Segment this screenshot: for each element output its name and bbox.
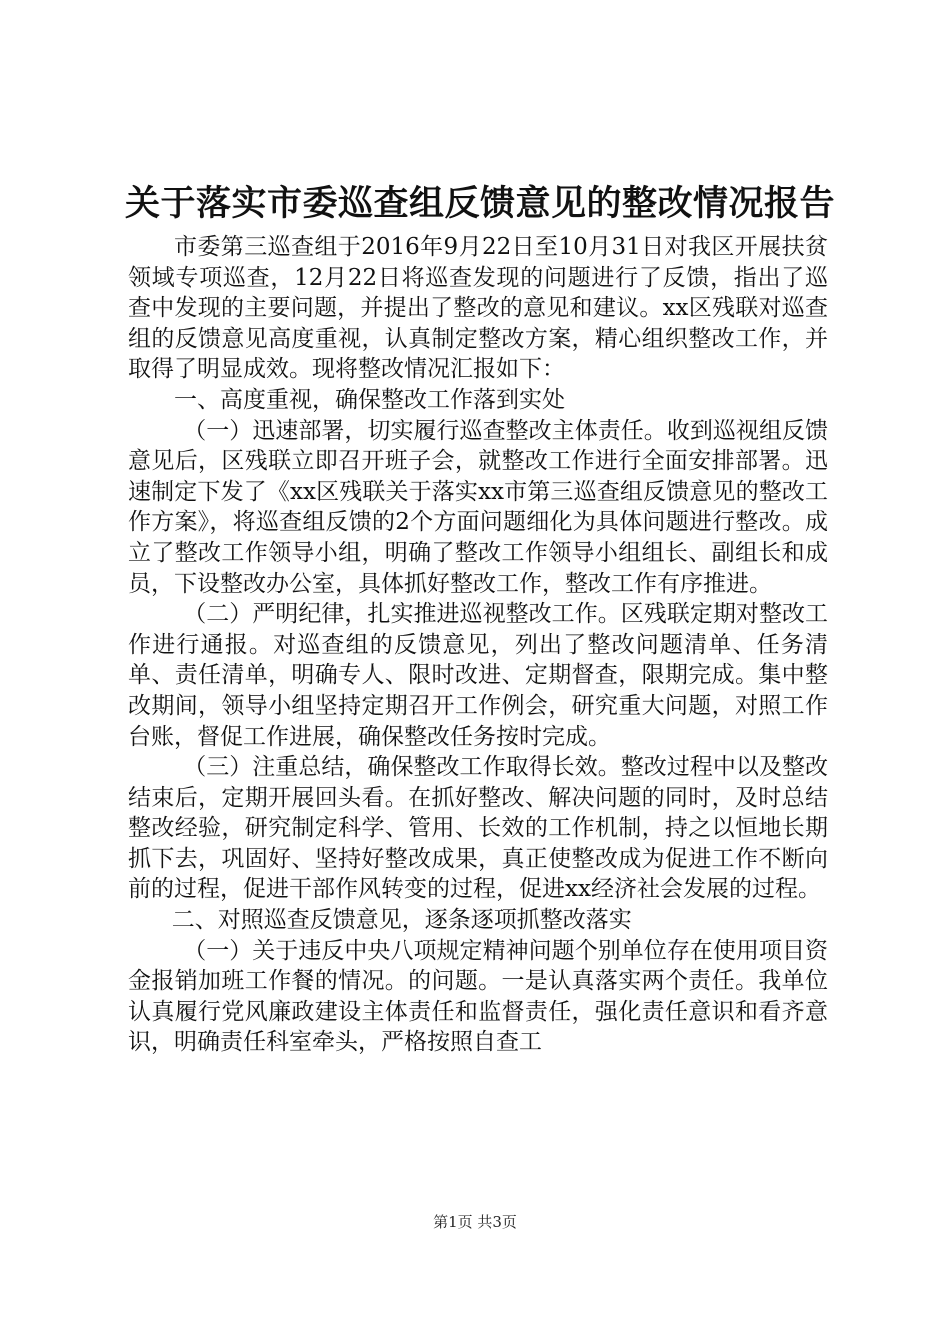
section-heading-1: 一、高度重视，确保整改工作落到实处 — [174, 386, 565, 413]
subsection-paragraph-1-2: （二）严明纪律，扎实推进巡视整改工作。区残联定期对整改工作进行通报。对巡查组的反馈意见，列出了整改问题清单、任务清单、责任清单，明确专人、限时改进、定期督查，限期完成。集中整改期间，领导小组坚持定期召开工作例会，研究重大问题，对照工作台账，督促工作进展，确保整改任务按时完成。 — [128, 601, 828, 750]
subsection-paragraph-1-1: （一）迅速部署，切实履行巡查整改主体责任。收到巡视组反馈意见后，区残联立即召开班子会，就整改工作进行全面安排部署。迅速制定下发了《xx区残联关于落实xx市第三巡查组反馈意见的整改工作方案》，将巡查组反馈的2个方面问题细化为具体问题进行整改。成立了整改工作领导小组，明确了整改工作领导小组组长、副组长和成员，下设整改办公室，具体抓好整改工作，整改工作有序推进。 — [128, 417, 828, 597]
subsection-paragraph-1-3: （三）注重总结，确保整改工作取得长效。整改过程中以及整改结束后，定期开展回头看。在抓好整改、解决问题的同时，及时总结整改经验，研究制定科学、管用、长效的工作机制，持之以恒地长期抓下去，巩固好、坚持好整改成果，真正使整改成为促进工作不断向前的过程，促进干部作风转变的过程，促进xx经济社会发展的过程。 — [128, 754, 828, 903]
section-heading-2: 二、对照巡查反馈意见，逐条逐项抓整改落实 — [171, 907, 632, 934]
intro-paragraph: 市委第三巡查组于2016年9月22日至10月31日对我区开展扶贫领域专项巡查，12月22日将巡查发现的问题进行了反馈，指出了巡查中发现的主要问题，并提出了整改的意见和建议。xx区残联对巡查组的反馈意见高度重视，认真制定整改方案，精心组织整改工作，并取得了明显成效。现将整改情况汇报如下： — [128, 234, 828, 383]
page-footer: 第1页 共3页 — [433, 1213, 517, 1231]
document-title: 关于落实市委巡查组反馈意见的整改情况报告 — [125, 183, 836, 224]
subsection-paragraph-2-1: （一）关于违反中央八项规定精神问题个别单位存在使用项目资金报销加班工作餐的情况。的问题。一是认真落实两个责任。我单位认真履行党风廉政建设主体责任和监督责任，强化责任意识和看齐意识，明确责任科室牵头，严格按照自查工 — [128, 937, 828, 1056]
document-body — [128, 232, 828, 1058]
